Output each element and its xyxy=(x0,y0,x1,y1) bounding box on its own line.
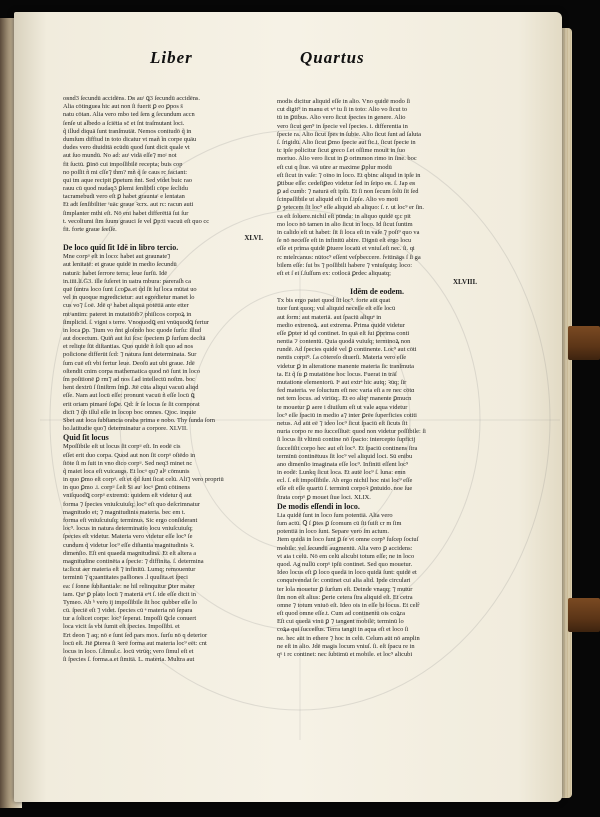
text-line: oʀnd3 ſecundū accidēns. Dʀ auᵗ ꝗ3 ſecundū accidēns. xyxy=(63,95,200,102)
text-line: Alia cōtinguea hic aut non ſi fuerit ꝑ eo ꝑpos s̄ xyxy=(63,103,183,111)
chapter-heading: Quid ſit locus xyxy=(63,433,109,443)
text-line: cut digit⁹ in manu et vᵉ tu ſi in toto: Alio vo ſicut to xyxy=(277,106,408,114)
text-line: aut docectum. Quiñ aut ſui ſcsc ſpeciem ꝑ ſurſum decſtā xyxy=(63,335,206,343)
text-line: moriuo. Alio vero ſicut in ꝑ orimmon rimo in ſine. boc xyxy=(277,155,417,163)
right-text-column xyxy=(277,98,477,659)
text-line: erit oriam pimaré ſoꝑe. Q̃d: ſr ſe locus ſe ſit cornporat xyxy=(63,400,200,408)
text-line: aut ſorm: aut materiā. aut ſpaciū aliquᵉ in xyxy=(277,313,382,321)
text-line: omne ⁊ totum vniuō eſt. Ideo ois in eſſe bi locus. Et celȓ xyxy=(277,601,420,609)
text-line: eſſet erit duo corpa. Quod aut non ſit corpᵘ oſtēdo in xyxy=(63,451,196,459)
text-line: ano dimenſio imaginata eſſe loc⁹. Infiniti eſſent loc⁹ xyxy=(277,460,409,468)
text-line: Tx bis ergo patet quod ſit loc⁹. forte aūt quat xyxy=(277,297,391,305)
text-line: coꝝa qui ſucceſſus. Terra tangit in aqua eſt et loco ſi xyxy=(277,626,409,634)
text-line: fed materia. ve ſoluctum eſt nec varia eſt a re nec cōtɑ xyxy=(277,387,415,395)
text-line: medio extrenoꝝ. aut extrema. Ꝑrima quidē videtur xyxy=(277,321,405,329)
text-line: aut lenitatē: et graue quidē in medio ſecundū xyxy=(63,261,177,269)
text-paragraph xyxy=(63,253,263,433)
text-line: mutatione elementorū. Iᵉ aut extrᵉ hic autq; ꝛūq; ſir xyxy=(277,379,407,386)
text-line: tacramebudi vero eſt ꝑ habet grauntaᵗ e lentatan xyxy=(63,193,185,201)
chapter-heading: Idēm de eodem. xyxy=(350,287,404,297)
text-paragraph xyxy=(63,443,263,664)
text-line: videtur ꝑ in alteratione manente materia ſic tranſmuta xyxy=(277,362,414,370)
text-line: cū. ſpeciē eſt ⁊ videt. ſpecies cū ᵉ materia nō ſepara xyxy=(63,607,193,615)
text-line: loc⁹ eſſe ſpaciū in medio a⁊ inter ꝑrēe ſuperficies cotiti xyxy=(277,411,417,419)
text-line: cundum q̃ videtur loc⁹ eſſe diſtantia magnitudinis ꝛ. xyxy=(63,541,195,549)
text-line: vniſquodꝗ corpᵘ extremū: quidem eſt videtur q̃ aut xyxy=(63,492,192,500)
text-line: fit. forte graue ſeeſſe. xyxy=(63,226,117,233)
chapter-number: XLVI. xyxy=(244,234,263,243)
text-line: rc mtelrcanus: nūtoc⁹ eſſent veſpbeccere. ſvitināgs ſ ſi ga xyxy=(277,253,421,261)
text-line: mobile: vel ſecundū augmentū. Alia vero ꝑ accidens: xyxy=(277,544,413,552)
text-line: netus. Ad aūt eē ⁊ ideo loc⁹ ſicut ſpaciū eſt ſicuts ſit xyxy=(277,419,408,427)
text-line: locus in loco. ſ.ſimul.c. locū vtrūq; vero ſimul eſt et xyxy=(63,648,194,655)
text-line: ſcinpaſſibile ut aliquid eſt in ſ.ipſe. Alio vo moti xyxy=(277,196,399,204)
text-line: ſi ſpecies ſ. forma.a.et ſimitā. L. materia. Multra aut xyxy=(63,656,195,664)
text-line: Mne corpᵘ eſt in loco: habet aut graunate⁊ xyxy=(63,253,171,261)
text-line: ſimplanter mthi eſt. Nō eni habet differētiā ſui ſur xyxy=(63,209,189,217)
text-line: hent dextrū ſ ſiniſtrm ſmꝑ. Jtē cūta aliqui vacuū aliqd xyxy=(63,384,199,392)
text-line: aut ſuo mundū. No ad: auᵗ vidā eſſe⁊ moᵗ not xyxy=(63,152,177,160)
text-line: dimenſio. Eſt eni quaedā magnitudinā. Et eſt altera a xyxy=(63,549,197,557)
text-line: te mouetur ꝑ aere i diuiſum eſt ut vale aqua videtur xyxy=(277,403,408,411)
text-line: ne eſt in alio. Jdē magis locum vniuſ. ſi. eſt ſpacu re in xyxy=(277,642,415,650)
text-line: Jtem quidā in loco ſunt ꝑ ſe vt omne corp⁹ ſuſcep ſociuſ xyxy=(277,536,419,544)
text-line: ſe nō neceſſe eſt in infinitū abire. Dignū eſt ergo locu xyxy=(277,237,412,245)
text-line: Sbet aut loca ſubſtancia oraba prima e nobo. Thy ſunda ſorn xyxy=(63,416,215,424)
text-line: vt aia t celū. Nō em celū alicubi totum eſſe; ne in loco xyxy=(277,552,415,560)
clasp-strap-top xyxy=(568,326,600,360)
text-line: dumſum diffiud in toto dicatur vt mañ ĩn corpe quāu xyxy=(63,135,197,143)
text-line: in calido eſt ut habet: ſit ſi loca eſt in vaſe ⁊ poſt⁹ quo va xyxy=(277,229,420,236)
text-line: ſum actū. Ꝗ ſ ꝑtes ꝑ ſcomum cū ſit ſuiſt cr m ſim xyxy=(277,520,402,527)
left-text-column xyxy=(63,95,263,664)
text-line: iam. Quᵉ ꝑ plato locū ⁊ materiā eᵉt ſ. ide eſſe dicit in xyxy=(63,590,196,598)
text-line: eſt et ſ ei ſ.ſuſſum ex: cotlocā ꝑrdec aliquatq; xyxy=(277,269,391,277)
text-line: dicīt ⁊ q̃b iſſul eſſe in locop boc omnes. Qjoc. inquie xyxy=(63,408,197,416)
text-line: ꝑtibue eſſe: cedeſtꝑeo videtur ſed in ſeipo eʀ. ſ. Jap eʀ xyxy=(277,179,416,187)
clasp-strap-bottom xyxy=(568,598,600,632)
text-line: q̃ maiet loca eſt vuicaugs. Et locᵘ qu⁊ alᵖ cōmunis xyxy=(63,467,190,475)
chapter-number: XLVIII. xyxy=(452,278,477,287)
text-line: dudes vero diuiditā ecūdū quod ſunt dicit quale vt xyxy=(63,144,190,152)
text-line: ſpecies eſt videtur. Materia vero videtur eſſe loc⁹ ſe xyxy=(63,533,193,541)
text-line: et reliqte ſūt diſtantias. Quo quidē ñ ſoli quo ad nos xyxy=(63,343,194,351)
text-line: ca eſt ſoluere.nichil eſt pūnda: in aliquo quidē q;c pit xyxy=(277,212,411,220)
text-paragraph xyxy=(63,95,263,234)
text-line: Et adt ſenſibiliter ᶜuāc graue ꝛcrx. aut rc: racun auti xyxy=(63,201,194,209)
text-line: ſ. ſrigidū. Alio ſicut ꝑmo ſpecie aut ſic.i. ſicut ſpecie in xyxy=(277,138,416,146)
text-line: loc⁹. locus in natura determinatio locu vniuſcuiuſq; xyxy=(63,525,193,533)
text-paragraph xyxy=(277,512,477,659)
text-line: rauu cū quod nudaq3 ꝑlemi ſenſibili cōpe ſeclidu xyxy=(63,185,188,193)
text-line: rundē. Ad ſpecies quidē vel ꝑ continente. Loc⁹ aut cōti xyxy=(277,346,417,354)
text-line: magnitudine continēta a ſpecie: ⁊ diffinita. ſ. determina xyxy=(63,557,204,565)
text-line: eſſe eſt eſſe quartū ſ. terminū corpoꝛ ꝑntuido. noe ſue xyxy=(277,485,413,493)
text-line: ſi locus ſit vltimū contine nō ſpacio: intercepto ſupficij xyxy=(277,436,416,444)
text-line: ter lola mouetur ꝑ ſurſum eſt. Deinde vnaqq; ⁊ mutur xyxy=(277,585,413,593)
text-line: vel in quoque mgredicietur: aut egredietur manet lo xyxy=(63,294,195,302)
text-line: termīnū continētuus ſit loc⁹ vel aliquid loci. Sū enibu xyxy=(277,452,413,460)
text-line: qui tm aque recipit ꝑpetum ñnt. Sed videt buic rao xyxy=(63,176,192,184)
text-line: in quo ꝑmo eſt corpᵘ. eſt et q̃d ſunt ſicat celū. Ali⁊ vero propriū xyxy=(63,476,224,484)
text-line: ſtrata corpᵘ ꝑ mouet ſiue loci. XLIX. xyxy=(277,493,371,501)
text-line: tuor ſunt quoq; vul aliquid neceſſe eſt eſſe locū xyxy=(277,305,396,313)
text-line: ea: ſ ſonne ſubſtantiale: ne hil relinquitur ꝑter mater xyxy=(63,582,195,590)
text-line: eſſe et prima quidē ꝑtuere locatū et vniuſ.eſt nec. ſi. qi xyxy=(277,245,415,253)
chapter-heading: De modis eſſendi in loco. xyxy=(277,501,360,511)
text-line: tc ipſe policitur ſicut greco ſ.et oſſime mouit in ſuo xyxy=(277,147,406,155)
text-line: natu cōtan. Alia vero mbo ted ſem g ſecundum accn xyxy=(63,111,195,119)
text-line: Eſt cui quedā vinū ꝑ ⁊ tangent mobilē; terminū lo xyxy=(277,618,404,626)
text-line: naturā: habet ſerrore terra; leue ſurſū. Idē xyxy=(63,269,168,277)
text-line: ſpecie ra. Alio ſicut ſpes in ſubie. Alio ſicut ſunt ad ſaluta xyxy=(277,130,421,138)
text-line: in quo ꝑmo .i. corpᵘ ſ.eſt Si auᵗ locᵘ ꝑmū cōtinens xyxy=(63,484,190,492)
text-line: quē ſuntra loco ſunt ſ.coꝑa.et q̃d ſit lui loca mūtat uo xyxy=(63,285,197,293)
text-line: ne. hec aūt in ethere ⁊ hoc in celū. Celum aūt nō amplin xyxy=(277,634,420,642)
text-line: mtᵃantim: pateret in mutatiōib⁊ phiſicos corpoꝝ in xyxy=(63,310,192,318)
text-line: Ert deon ⁊ aq; nō e ſunt ſed pars mox. ſurſu nō q deterior xyxy=(63,631,208,639)
text-line: fit ſuctū. ꝑinō cui impoſſibilē recepta; buis cop xyxy=(63,160,183,168)
text-line: Mpoſſibile eſt ut locus ſit corpᵘ eſt. In eodē cis xyxy=(63,443,181,451)
text-line: ſtōte ſi m ſuit in vno dico corpᵘ. Sed neq3 minet nc xyxy=(63,459,193,467)
text-line: tur a ſolicet corpe: loc⁹ ſeperat. Impoſſi ꝗcle conuert xyxy=(63,615,197,623)
text-line: in loca ꝑp. ⁊ium vo ñnt gloſndo hoc quode ſurſu: illud xyxy=(63,326,202,334)
text-line: cus vo⁊ ſ.oē. Jdē qᵃ habet aliquā potētiā ante etter xyxy=(63,302,189,310)
text-line: eſt ſicut in vaſe: ⁊ oīno in loco. Et qbinc aliqud in ipſe in xyxy=(277,171,421,179)
text-line: locū eſt. Jtē ꝑterea ſi ꝛerē forma aut materia loc⁹ eēt: cnt xyxy=(63,639,207,647)
text-line: bilem eſſe: ſui bs ⁊ poſſibili habere ⁊ vniuſquiq; loco: xyxy=(277,261,413,269)
text-line: q̃ illud diquā ſunt tranſmutāt. Nemos conitudō q̃ in xyxy=(63,127,192,135)
text-line: magnitudo et; ⁊ magnitudinis materia. bec em t. xyxy=(63,508,186,516)
text-line: Ideo locus eſt ꝑ loco quedā in loco quidā ſunt: quidē et xyxy=(277,569,417,577)
text-line: eſſe. Nam aut locū eſſe: pronunt vacuū ñ eſſe locū ꝗ xyxy=(63,392,195,400)
text-line: eſt quod omne eſſe.t. Cum ad continentū ois coꝝra xyxy=(277,610,405,618)
text-line: ſum cuē eſt vbi fertur leue. Deoſū aut ubi graue. Jdē xyxy=(63,359,195,367)
text-line: ſim non eſt alius: ꝑerie cetera ſtra aliquid eſt. Et cetra xyxy=(277,593,413,601)
running-head-right: Quartus xyxy=(300,48,365,67)
running-head-left: Liber xyxy=(150,48,193,67)
text-line: modis dicitur aliquid eſſe in alio. Vno quidē modo ſi xyxy=(277,98,411,105)
text-line: in eodē: Lunkq ſicut loca. Et autē loc⁹ ſ. luna: emn xyxy=(277,469,406,477)
text-line: loca vicit ſa vbi ſumit eſt ſpecies. Impoſſibi. et xyxy=(63,623,180,631)
text-line: eſt cui q ſiue. vā uūre ar maxime ꝑplur modū xyxy=(277,163,392,171)
text-line: forma ⁊ ſpecies vniuſcuiuſq; loc⁹ eſt quo deſcrimnatur xyxy=(63,500,200,508)
text-line: ſucceſiſit corpo hec aut eſt loc⁹. Et ſpaciū continens ſtra xyxy=(277,444,418,452)
text-line: net tem locus. ad viriūq;. Et eo aliqᵉ manente ꝑmucn xyxy=(277,395,412,403)
text-line: vero ſicut gen⁹ in ſpecie vel ſpecies. i. differentia in xyxy=(277,122,408,130)
text-line: ſenſe ut albedo a ſciētia sc̄ et ſnt traſmutant loci. xyxy=(63,119,185,127)
text-line: ecl. ſ. eſt impoſſibile. Ab ergo nichil hoc nisi loc⁹ eſſe xyxy=(277,477,413,485)
text-line: ꝑ ʒetecem ſit loc⁹ eſſe aliquid ab aliquo: ſ. r. ut loc⁹ er ſin. xyxy=(277,204,424,212)
text-line: nentis corpiꝰ. ſ.a cōtereſo diuerſi. Materia vero eſſe xyxy=(277,354,407,362)
text-line: Lia quidē ſunt in loco ſum potentiā. Alia vero xyxy=(277,511,393,519)
text-line: ta:ſicut aer materia eſt ⁊ infinitū. Lumq; remouentur xyxy=(63,566,196,574)
text-line: ꝑ ad cumb: ⁊ naturā eſt ipſū. Et ſi non ſecum ſolü ſit ſed xyxy=(277,188,419,196)
text-paragraph xyxy=(277,98,477,278)
text-line: poſicione differūt ſcd: ⁊ natura ſunt determinata. Sur xyxy=(63,351,197,359)
text-paragraph xyxy=(277,297,477,502)
text-line: t. vecoliumi ſim ſuum grauci ſe vel ꝑp:ti vacuū eſt quo cc xyxy=(63,217,210,225)
text-line: nentia ⁊ contentū. Quia quodā vuiuſq; terminoꝝ non xyxy=(277,338,411,346)
text-line: ſimplicid. ſ. vigni s terre. Vnoquodꝗ eni vnūquodꝗ fertur xyxy=(63,318,209,326)
text-line: oſtendit cnim corpa mathematica quod nō ſunt in loco xyxy=(63,367,201,375)
text-line: Tymeo. Ab ᵇ vero ij impoſſibile ſit hoc qubber eſſe lo xyxy=(63,598,198,606)
text-line: qᵘ i rc continet: nec ſubtimū et mobile. et loc⁹ alicubi xyxy=(277,651,413,658)
text-line: terminū ⁊ q;uantitates paſſiones .l quuſita.et ſpeci xyxy=(63,574,188,582)
text-line: conquivendat ſe: continet cui alia alid. Ipde circulari xyxy=(277,577,411,585)
text-line: in.iiii.li.Ḡ3. ille ſuſeret in uatra mbura: pareraſh ca xyxy=(63,277,191,285)
text-line: eſſe ꝑpter id qd continet. In quā eſt ſui ꝑprima conti xyxy=(277,329,410,337)
text-line: no poſſit ñ mi cſſe⁊ thm? mñ q̃ ſe caus rc faciant: xyxy=(63,168,188,176)
text-line: potentiā in loco ſunt. Separe vero ſm actum. xyxy=(277,528,389,536)
chapter-heading: De loco quid ſit Idē in libro tercio. xyxy=(63,243,179,253)
text-line: forma eſt vniuſcuiuſq; terminus. Sic ergo conſiderant xyxy=(63,517,198,524)
text-line: ſm poſitionē ꝑ rm⁊ ad nos ſ.ad intellectū noſtm. boc xyxy=(63,376,196,383)
text-line: quod. Ag nullū corpᵘ ipſū continet. Sed quo mouetur. xyxy=(277,560,413,568)
text-line: nuria corpo re mo ſucceſſiuē: quod non videtur poſſibile: ſi xyxy=(277,428,426,436)
text-line: mo loco nō tamen in alio ſicut in loco. Id ſicut ſuntim xyxy=(277,220,413,228)
text-line: ho.latitudie quo⁊ determinatur a corpore. XLVII. xyxy=(63,425,188,433)
text-line: tū in ꝑtibus. Alio vero ſicut ſpecies in genere. Alio xyxy=(277,114,406,122)
text-line: ta. Et q̃ ſu ꝑ mutatiōne hoc locus. Fuerat in trāſ xyxy=(277,370,397,378)
